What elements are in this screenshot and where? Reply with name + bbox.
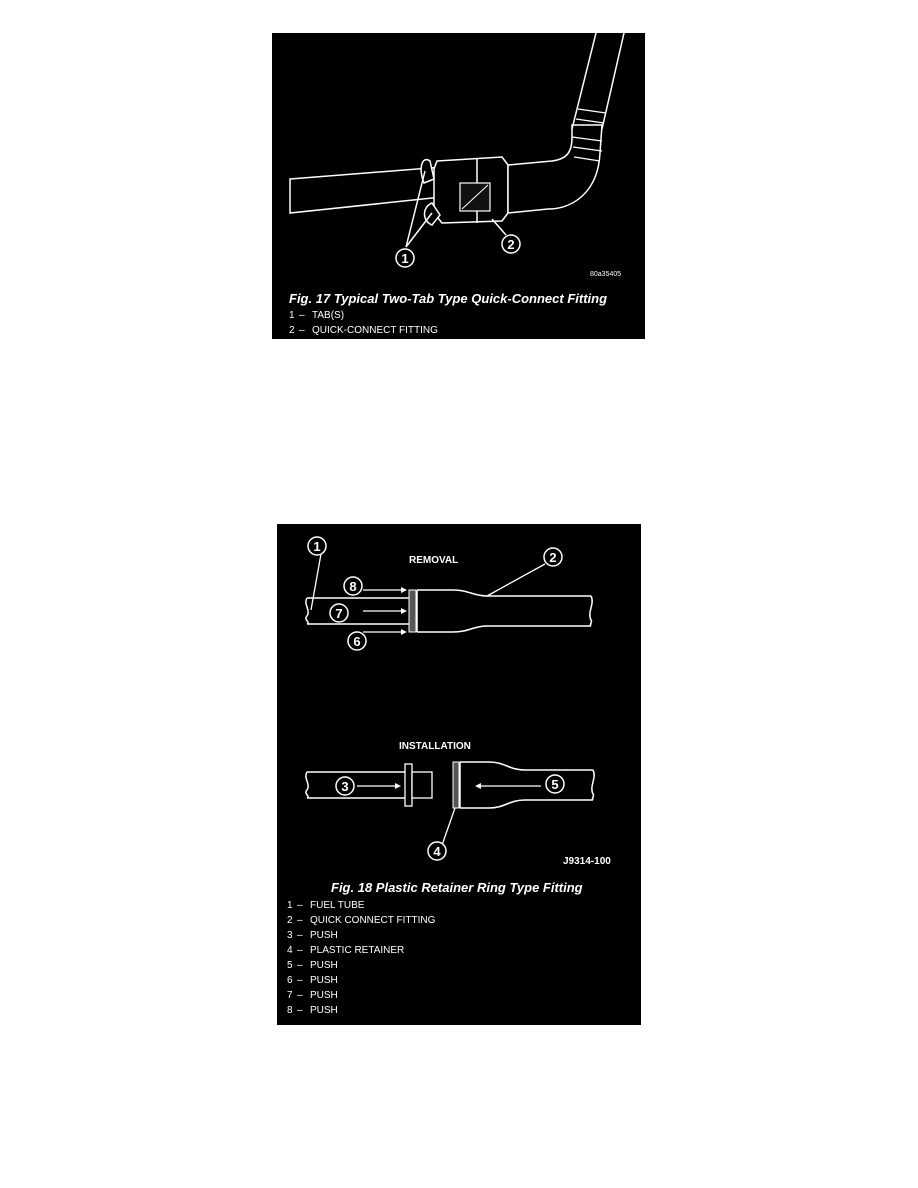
fig18-callout-1: [308, 537, 326, 555]
fig18-callout-4: [428, 842, 446, 860]
figure-18: [277, 524, 641, 1025]
legend-item: 2 – QUICK CONNECT FITTING: [287, 915, 436, 926]
installation-label: INSTALLATION: [399, 741, 471, 752]
svg-text:6: 6: [353, 634, 361, 649]
fig18-callout-8: [344, 577, 362, 595]
fig17-image-ref: 80a35405: [590, 271, 622, 278]
svg-text:3: 3: [341, 779, 349, 794]
svg-text:1: 1: [401, 251, 409, 266]
legend-item: 2 – QUICK-CONNECT FITTING: [289, 325, 438, 336]
removal-fitting: [417, 590, 591, 632]
legend-item: 8 – PUSH: [287, 1005, 338, 1016]
figure-17: [272, 33, 645, 339]
svg-text:2: 2: [507, 237, 515, 252]
fig17-callout-1: [396, 249, 414, 267]
fig18-caption: Fig. 18 Plastic Retainer Ring Type Fitting: [331, 880, 583, 895]
legend-item: 1 – FUEL TUBE: [287, 900, 365, 911]
fig17-caption: Fig. 17 Typical Two-Tab Type Quick-Connect Fitting: [289, 291, 608, 306]
fig17-legend: [289, 308, 645, 338]
legend-item: 4 – PLASTIC RETAINER: [287, 945, 405, 956]
fig18-legend: [287, 898, 641, 1018]
legend-item: 7 – PUSH: [287, 990, 338, 1001]
fig18-callout-7: [330, 604, 348, 622]
fig18-callout-2: [544, 548, 562, 566]
fig17-caption-block: [289, 291, 645, 338]
fig18-legend-block: [287, 898, 641, 1018]
fig18-callout-6: [348, 632, 366, 650]
fig18-caption-block: [331, 880, 641, 895]
svg-text:8: 8: [349, 579, 357, 594]
fig17-callout-2: [502, 235, 520, 253]
installation-fuel-tube: [306, 772, 405, 798]
svg-text:2: 2: [549, 550, 557, 565]
fig17-hose-riser: [572, 33, 624, 129]
legend-item: 6 – PUSH: [287, 975, 338, 986]
legend-item: 1 – TAB(S): [289, 310, 345, 321]
removal-label: REMOVAL: [409, 555, 459, 566]
svg-text:1: 1: [313, 539, 321, 554]
legend-item: 5 – PUSH: [287, 960, 338, 971]
fig17-fuel-tube: [290, 167, 442, 213]
fig18-callout-5: [546, 775, 564, 793]
svg-text:7: 7: [335, 606, 343, 621]
fig18-callout-3: [336, 777, 354, 795]
fig18-image-ref: J9314-100: [563, 856, 611, 867]
svg-text:4: 4: [433, 844, 441, 859]
legend-item: 3 – PUSH: [287, 930, 338, 941]
svg-text:5: 5: [551, 777, 559, 792]
fig17-hose-elbow: [508, 125, 602, 213]
